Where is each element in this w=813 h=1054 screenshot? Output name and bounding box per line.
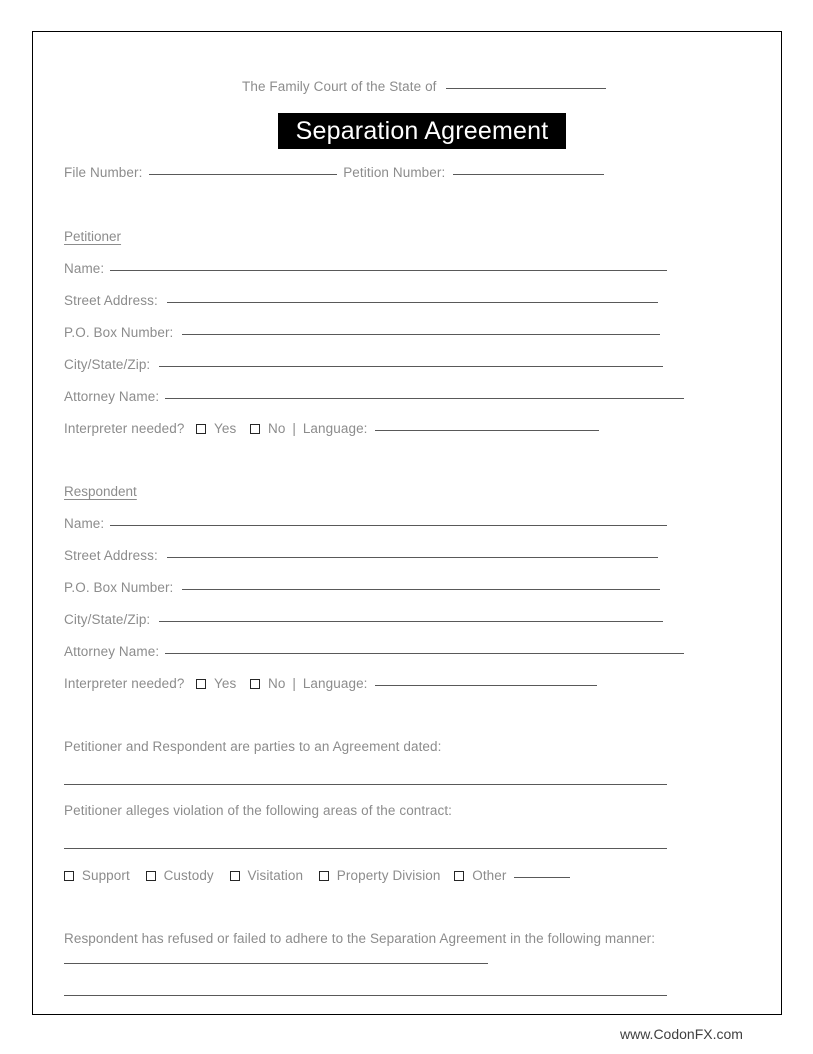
respondent-attorney-name-label: Attorney Name: <box>64 644 160 659</box>
respondent-interpreter-row <box>64 676 597 691</box>
agreement-violation-statement: Petitioner alleges violation of the following areas of the contract: <box>64 803 453 818</box>
petitioner-interpreter-yes-label: Yes <box>213 421 237 436</box>
petition-number-input[interactable] <box>453 174 604 175</box>
respondent-language-input[interactable] <box>375 685 597 686</box>
respondent-city-state-zip-input[interactable] <box>159 621 663 622</box>
petitioner-field-city-state-zip <box>64 357 663 372</box>
court-header-label: The Family Court of the State of <box>242 79 437 94</box>
respondent-po-box-input[interactable] <box>182 589 660 590</box>
file-number-label: File Number: <box>64 165 143 180</box>
respondent-po-box-label: P.O. Box Number: <box>64 580 174 595</box>
respondent-city-state-zip-label: City/State/Zip: <box>64 612 151 627</box>
respondent-name-label: Name: <box>64 516 105 531</box>
petitioner-name-input[interactable] <box>110 270 667 271</box>
document-title-band <box>278 113 566 149</box>
petitioner-city-state-zip-input[interactable] <box>159 366 663 367</box>
respondent-interpreter-yes-checkbox[interactable] <box>196 679 206 689</box>
respondent-interpreter-separator: | <box>292 676 296 691</box>
support-checkbox[interactable] <box>64 871 74 881</box>
respondent-section-heading: Respondent <box>64 484 137 499</box>
property-division-checkbox[interactable] <box>319 871 329 881</box>
petitioner-interpreter-yes-checkbox[interactable] <box>196 424 206 434</box>
petitioner-field-street-address <box>64 293 658 308</box>
respondent-field-street-address <box>64 548 658 563</box>
respondent-field-po-box <box>64 580 660 595</box>
petitioner-section-heading: Petitioner <box>64 229 122 244</box>
court-header-line <box>242 79 606 94</box>
petitioner-street-address-label: Street Address: <box>64 293 158 308</box>
petitioner-attorney-name-input[interactable] <box>165 398 684 399</box>
respondent-name-input[interactable] <box>110 525 667 526</box>
petitioner-interpreter-row <box>64 421 599 436</box>
document-body <box>48 32 768 1014</box>
petitioner-po-box-input[interactable] <box>182 334 660 335</box>
document-page-frame <box>32 31 782 1015</box>
agreement-parties-statement: Petitioner and Respondent are parties to an Agreement dated: <box>64 739 442 754</box>
violation-options-row <box>64 868 570 883</box>
petitioner-street-address-input[interactable] <box>167 302 658 303</box>
other-label: Other <box>472 868 507 883</box>
petitioner-interpreter-question: Interpreter needed? <box>64 421 185 436</box>
respondent-street-address-label: Street Address: <box>64 548 158 563</box>
respondent-field-name <box>64 516 667 531</box>
petitioner-interpreter-no-checkbox[interactable] <box>250 424 260 434</box>
respondent-interpreter-no-checkbox[interactable] <box>250 679 260 689</box>
respondent-attorney-name-input[interactable] <box>165 653 684 654</box>
respondent-language-label: Language: <box>302 676 368 691</box>
court-header-blank[interactable] <box>446 88 606 89</box>
file-number-input[interactable] <box>149 174 337 175</box>
file-petition-number-row <box>64 165 604 180</box>
agreement-violation-input[interactable] <box>64 848 667 849</box>
page-title: Separation Agreement <box>295 116 549 145</box>
footer-website-url: www.CodonFX.com <box>620 1026 743 1042</box>
petitioner-field-attorney-name <box>64 389 684 404</box>
respondent-interpreter-yes-label: Yes <box>213 676 237 691</box>
respondent-street-address-input[interactable] <box>167 557 658 558</box>
visitation-checkbox[interactable] <box>230 871 240 881</box>
respondent-field-city-state-zip <box>64 612 663 627</box>
petitioner-interpreter-separator: | <box>292 421 296 436</box>
custody-label: Custody <box>163 868 214 883</box>
petitioner-city-state-zip-label: City/State/Zip: <box>64 357 151 372</box>
respondent-interpreter-no-label: No <box>268 676 286 691</box>
petitioner-language-input[interactable] <box>375 430 599 431</box>
agreement-refusal-input-line-1[interactable] <box>64 963 488 964</box>
petitioner-attorney-name-label: Attorney Name: <box>64 389 160 404</box>
respondent-interpreter-question: Interpreter needed? <box>64 676 185 691</box>
petitioner-interpreter-no-label: No <box>268 421 286 436</box>
agreement-date-input[interactable] <box>64 784 667 785</box>
agreement-refusal-statement: Respondent has refused or failed to adhere to the Separation Agreement in the following manner: <box>64 931 656 946</box>
other-checkbox[interactable] <box>454 871 464 881</box>
visitation-label: Visitation <box>247 868 304 883</box>
other-text-input[interactable] <box>514 877 570 878</box>
petition-number-label: Petition Number: <box>343 165 446 180</box>
agreement-refusal-input-line-2[interactable] <box>64 995 667 996</box>
petitioner-language-label: Language: <box>302 421 368 436</box>
support-label: Support <box>81 868 130 883</box>
petitioner-field-name <box>64 261 667 276</box>
petitioner-name-label: Name: <box>64 261 105 276</box>
property-division-label: Property Division <box>336 868 441 883</box>
respondent-field-attorney-name <box>64 644 684 659</box>
petitioner-field-po-box <box>64 325 660 340</box>
custody-checkbox[interactable] <box>146 871 156 881</box>
petitioner-po-box-label: P.O. Box Number: <box>64 325 174 340</box>
